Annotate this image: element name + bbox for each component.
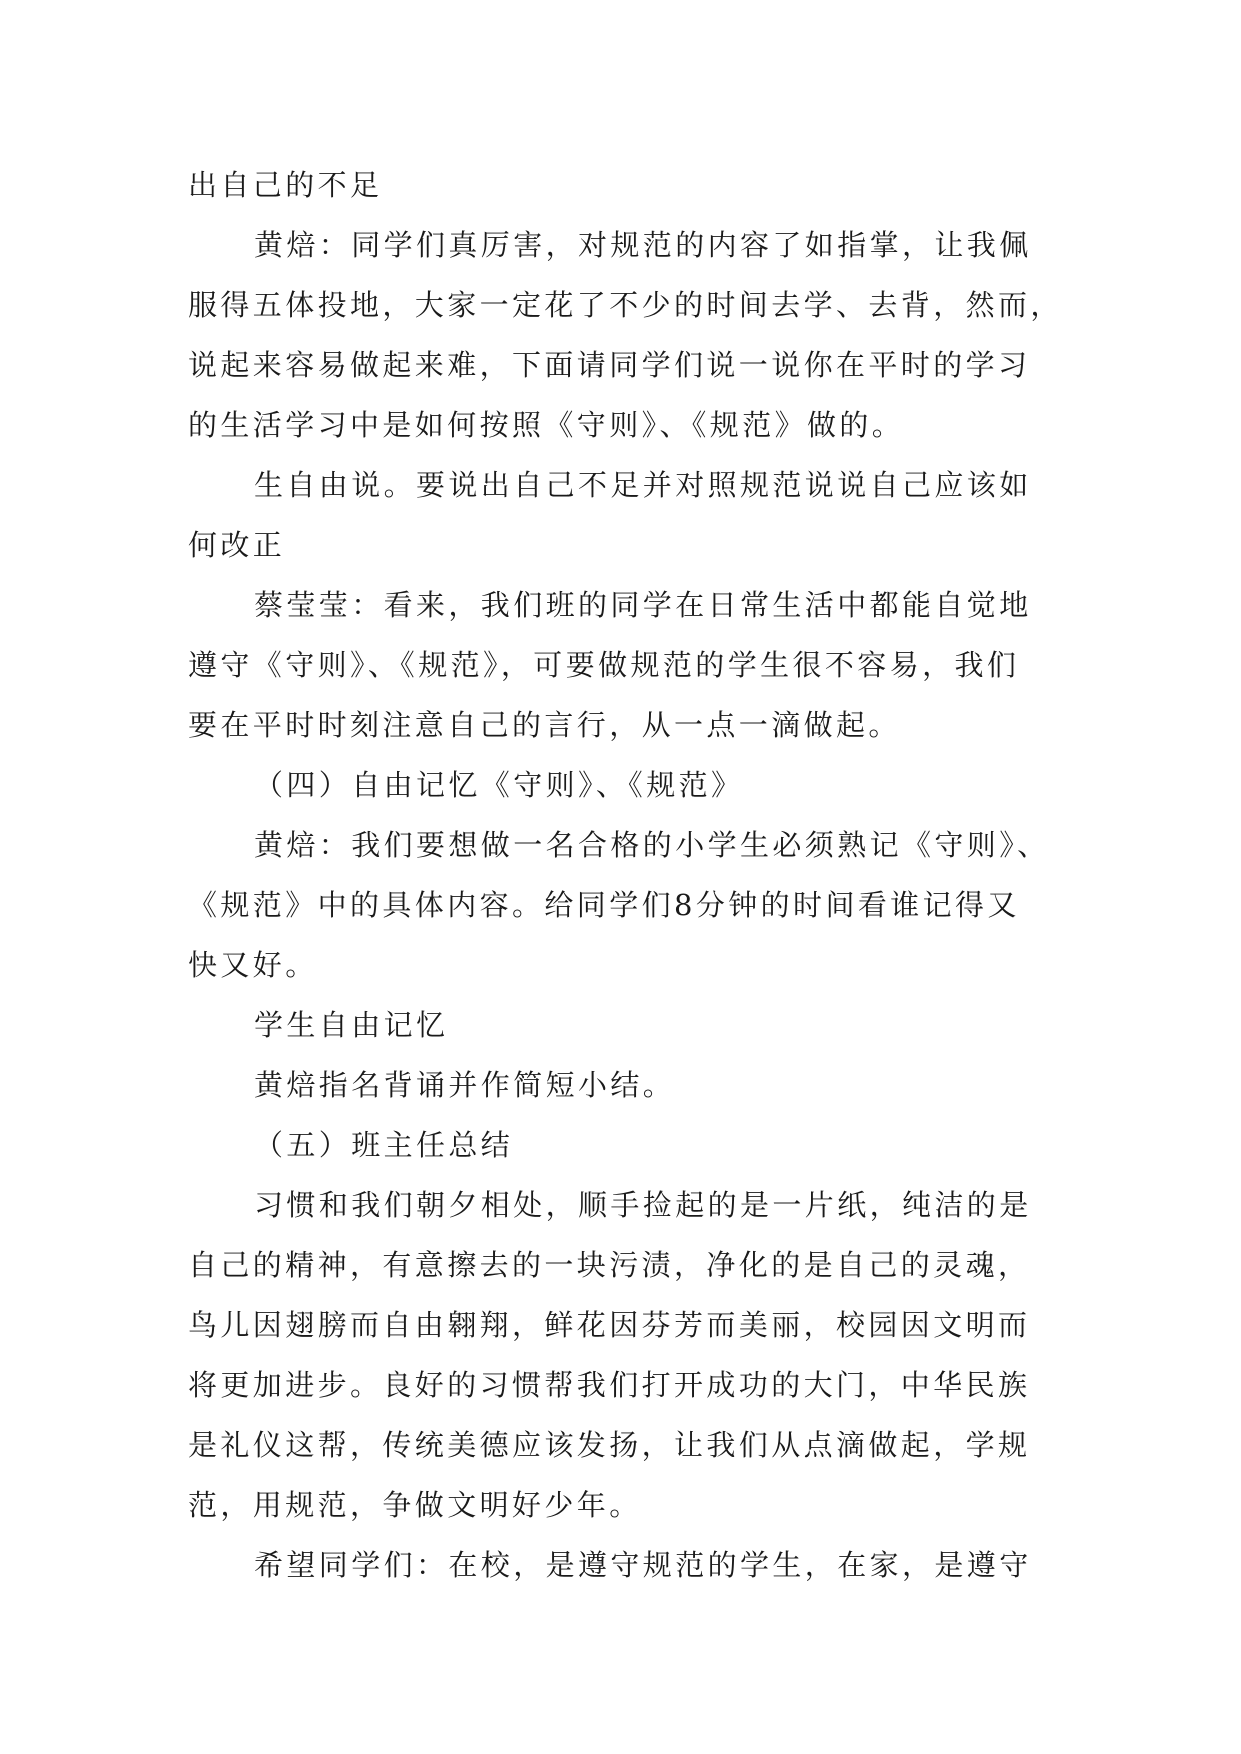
text-line: 服得五体投地，大家一定花了不少的时间去学、去背，然而，: [188, 288, 1063, 322]
text-line: 黄焙：同学们真厉害，对规范的内容了如指掌，让我佩: [254, 228, 1032, 262]
text-line: 将更加进步。良好的习惯帮我们打开成功的大门，中华民族: [188, 1368, 1031, 1402]
text-line: 快又好。: [188, 948, 318, 982]
text-line: 生自由说。要说出自己不足并对照规范说说自己应该如: [254, 468, 1032, 502]
text-line: 鸟儿因翅膀而自由翱翔，鲜花因芬芳而美丽，校园因文明而: [188, 1308, 1031, 1342]
text-line: 《规范》中的具体内容。给同学们8分钟的时间看谁记得又: [188, 888, 1020, 922]
text-line: 出自己的不足: [188, 168, 383, 202]
text-line: 黄焙：我们要想做一名合格的小学生必须熟记《守则》、: [254, 828, 1050, 862]
text-line: 何改正: [188, 528, 286, 562]
text-line: 是礼仪这帮，传统美德应该发扬，让我们从点滴做起，学规: [188, 1428, 1031, 1462]
text-line: 遵守《守则》、《规范》，可要做规范的学生很不容易，我们: [188, 648, 1020, 682]
section-heading: （四）自由记忆《守则》、《规范》: [254, 768, 744, 802]
text-line: 习惯和我们朝夕相处，顺手捡起的是一片纸，纯洁的是: [254, 1188, 1032, 1222]
text-line: 要在平时时刻注意自己的言行，从一点一滴做起。: [188, 708, 901, 742]
text-line: 自己的精神，有意擦去的一块污渍，净化的是自己的灵魂，: [188, 1248, 1031, 1282]
text-line: 说起来容易做起来难，下面请同学们说一说你在平时的学习: [188, 348, 1031, 382]
text-line: 的生活学习中是如何按照《守则》、《规范》做的。: [188, 408, 905, 442]
text-line: 希望同学们：在校，是遵守规范的学生，在家，是遵守: [254, 1548, 1032, 1582]
text-line: 学生自由记忆: [254, 1008, 449, 1042]
text-line: 黄焙指名背诵并作简短小结。: [254, 1068, 676, 1102]
text-line: 蔡莹莹：看来，我们班的同学在日常生活中都能自觉地: [254, 588, 1032, 622]
text-line: 范，用规范，争做文明好少年。: [188, 1488, 642, 1522]
section-heading: （五）班主任总结: [254, 1128, 514, 1162]
